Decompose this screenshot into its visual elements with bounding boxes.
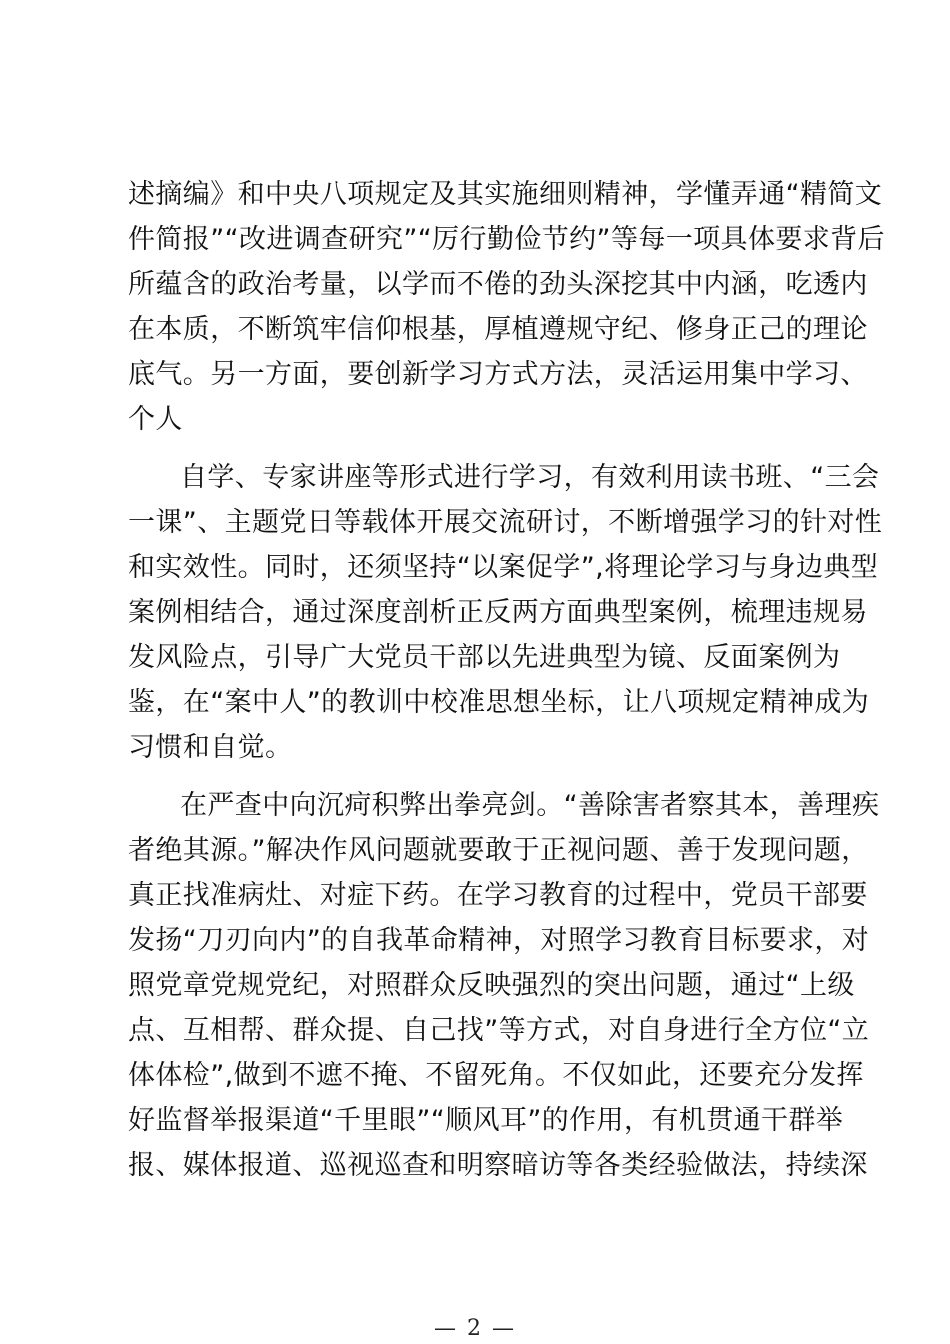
text-line: 习惯和自觉。 — [128, 732, 293, 763]
text-line: 在严查中向沉疴积弊出拳亮剑。“善除害者察其本，善理疾 — [180, 790, 880, 821]
text-line: 者绝其源。”解决作风问题就要敢于正视问题、善于发现问题， — [128, 835, 869, 866]
paragraph-2 — [128, 455, 883, 770]
text-line: 点、互相帮、群众提、自己找”等方式，对自身进行全方位“立 — [128, 1015, 870, 1046]
text-line: 述摘编》和中央八项规定及其实施细则精神，学懂弄通“精简文 — [128, 179, 883, 210]
text-line: 真正找准病灶、对症下药。在学习教育的过程中，党员干部要 — [128, 880, 868, 911]
text-line: 在本质，不断筑牢信仰根基，厚植遵规守纪、修身正己的理论 — [128, 314, 868, 345]
paragraph-3 — [128, 783, 880, 1188]
text-line: 和实效性。同时，还须坚持“以案促学”,将理论学习与身边典型 — [128, 552, 879, 583]
text-line: 发风险点，引导广大党员干部以先进典型为镜、反面案例为 — [128, 642, 841, 673]
text-line: 鉴，在“案中人”的教训中校准思想坐标，让八项规定精神成为 — [128, 687, 870, 718]
text-line: 底气。另一方面，要创新学习方式方法，灵活运用集中学习、 — [128, 359, 868, 390]
text-line: 一课”、主题党日等载体开展交流研讨，不断增强学习的针对性 — [128, 507, 883, 538]
body-text — [128, 172, 885, 1188]
text-line: 发扬“刀刃向内”的自我革命精神，对照学习教育目标要求，对 — [128, 925, 870, 956]
text-line: 自学、专家讲座等形式进行学习，有效利用读书班、“三会 — [180, 462, 880, 493]
text-line: 件简报”“改进调查研究”“厉行勤俭节约”等每一项具体要求背后 — [128, 224, 885, 255]
text-line: 体体检”,做到不遮不掩、不留死角。不仅如此，还要充分发挥 — [128, 1060, 864, 1091]
text-line: 好监督举报渠道“千里眼”“顺风耳”的作用，有机贯通干群举 — [128, 1105, 844, 1136]
text-line: 报、媒体报道、巡视巡查和明察暗访等各类经验做法，持续深 — [128, 1150, 868, 1181]
text-line: 个人 — [128, 404, 183, 435]
text-line: 照党章党规党纪，对照群众反映强烈的突出问题，通过“上级 — [128, 970, 855, 1001]
paragraph-1 — [128, 172, 885, 442]
text-line: 所蕴含的政治考量，以学而不倦的劲头深挖其中内涵，吃透内 — [128, 269, 868, 300]
text-line: 案例相结合，通过深度剖析正反两方面典型案例，梳理违规易 — [128, 597, 868, 628]
page-number: — 2 — — [434, 1316, 516, 1341]
